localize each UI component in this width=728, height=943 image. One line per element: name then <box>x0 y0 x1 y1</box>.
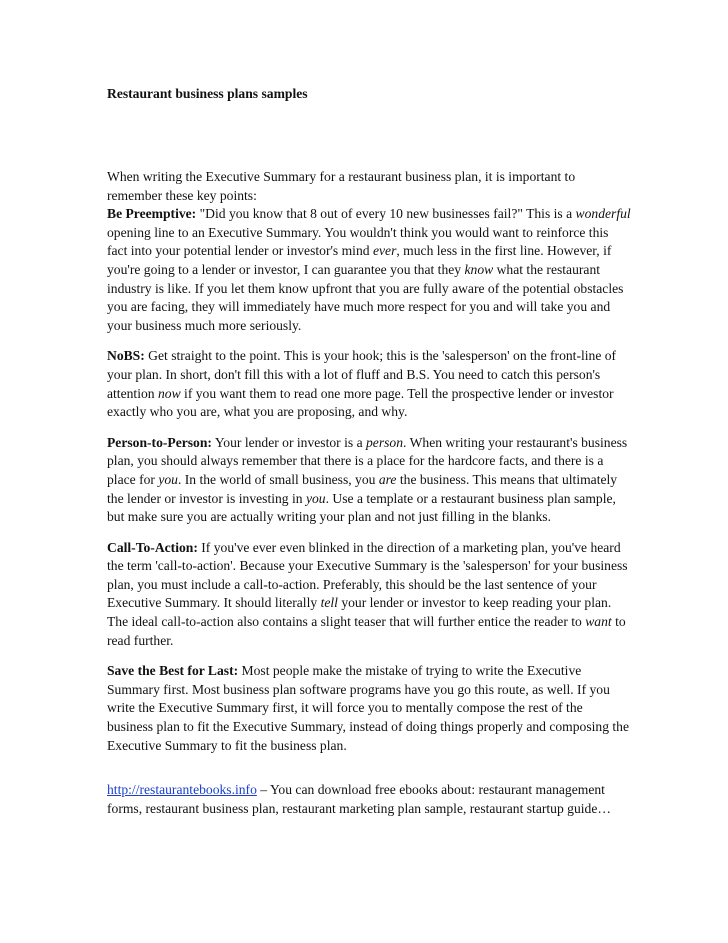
body-text: your lender or investor to keep reading your plan. The ideal call-to-action also contains a slight teaser that will further entice the reader to <box>107 595 612 630</box>
emphasis-text: wonderful <box>575 206 631 222</box>
section-heading: Person-to-Person: <box>107 434 212 450</box>
emphasis-text: ever <box>372 243 397 259</box>
body-text: . Use a template or a restaurant business plan sample, but make sure you are actually writing your plan and not just filling in the blanks. <box>107 490 616 525</box>
emphasis-text: are <box>378 471 397 487</box>
section-save-best-for-last <box>107 662 632 755</box>
section-nobs <box>107 347 632 421</box>
emphasis-text: person <box>366 434 404 450</box>
body-text: Your lender or investor is a <box>211 434 366 450</box>
section-call-to-action <box>107 539 632 651</box>
emphasis-text: want <box>585 614 612 630</box>
emphasis-text: know <box>464 261 494 277</box>
body-text: If you've ever even blinked in the direction of a marketing plan, you've heard the term 'call-to-action'. Because your Executive Summary is the 'salesperson' for your business plan, you must include a call-to-action. Preferably, this should be the last sentence of your Executive Summary. It should literally <box>107 539 628 611</box>
body-text: Most people make the mistake of trying to write the Executive Summary first. Most business plan software programs have you go this route, as well. If you write the Executive Summary first, it will force you to mentally compose the rest of the business plan to fit the Executive Summary, instead of doing things properly and composing the Executive Summary to fit the business plan. <box>107 663 630 753</box>
emphasis-text: now <box>157 385 181 401</box>
body-text: the business. This means that ultimately the lender or investor is investing in <box>107 471 618 506</box>
body-text: if you want them to read one more page. Tell the prospective lender or investor exactly who you are, what you are proposing, and why. <box>107 385 614 420</box>
document-title: Restaurant business plans samples <box>107 86 308 101</box>
restaurantebooks-link[interactable]: http://restaurantebooks.info <box>107 782 257 798</box>
emphasis-text: you <box>305 490 326 506</box>
section-heading: Call-To-Action: <box>107 539 198 555</box>
section-heading: NoBS: <box>107 348 145 364</box>
body-text: to read further. <box>107 614 626 648</box>
body-text: , much less in the first line. However, if you're going to a lender or investor, I can guarantee you that they <box>107 243 612 277</box>
body-text: Get straight to the point. This is your hook; this is the 'salesperson' on the front-line of your plan. In short, don't fill this with a lot of fluff and B.S. You need to catch this person's attention <box>107 348 617 401</box>
body-text: what the restaurant industry is like. If you let them know upfront that you are fully aware of the potential obstacles you are facing, they will immediately have much more respect for you and will take you and your business much more seriously. <box>107 261 624 333</box>
section-heading: Be Preemptive: <box>107 206 197 222</box>
body-text: . When writing your restaurant's business plan, you should always remember that there is a place for the hardcore facts, and there is a place for <box>107 434 628 487</box>
section-be-preemptive <box>107 205 632 335</box>
body-text: opening line to an Executive Summary. You wouldn't think you would want to reinforce this fact into your potential lender or investor's mind <box>107 224 609 259</box>
section-person-to-person <box>107 434 632 527</box>
section-heading: Save the Best for Last: <box>107 663 239 679</box>
footer-paragraph <box>107 781 632 818</box>
emphasis-text: you <box>158 471 178 487</box>
body-text: . In the world of small business, you <box>177 471 379 487</box>
body-text: "Did you know that 8 out of every 10 new businesses fail?" This is a <box>196 206 576 222</box>
footer-text: – You can download free ebooks about: restaurant management forms, restaurant business plan, restaurant marketing plan sample, restaurant startup guide… <box>107 782 611 816</box>
emphasis-text: tell <box>320 595 338 611</box>
intro-paragraph: When writing the Executive Summary for a restaurant business plan, it is important to remember these key points: <box>107 169 576 203</box>
